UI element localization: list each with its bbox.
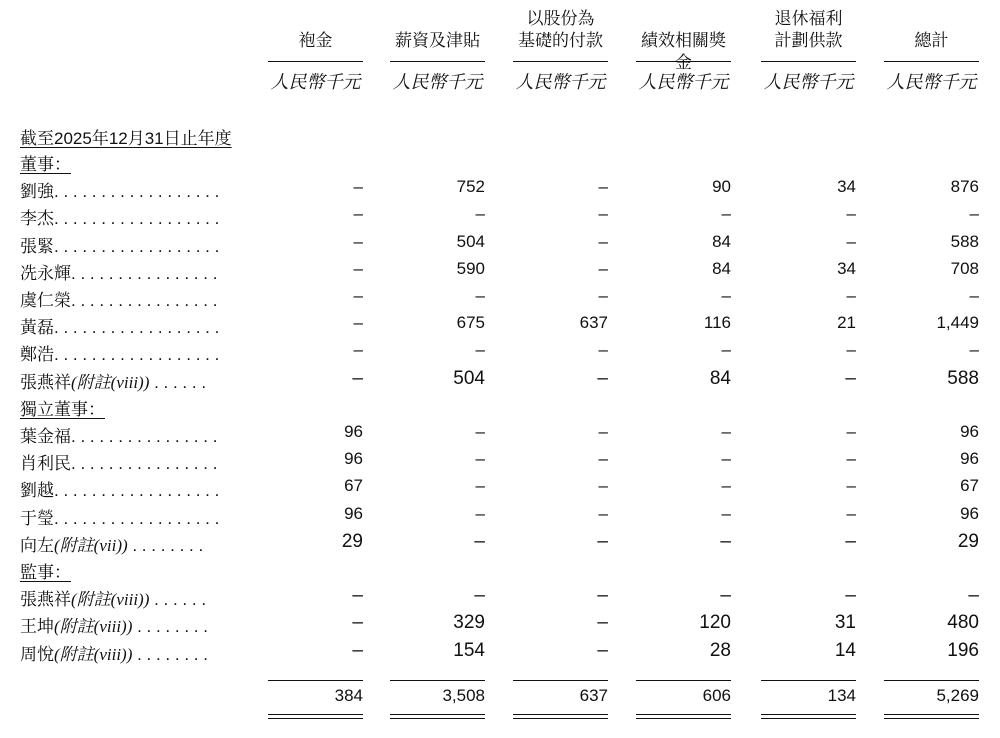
table-cell: 29	[957, 530, 979, 552]
table-cell: 329	[453, 612, 485, 634]
table-cell: 120	[699, 612, 731, 634]
table-cell: –	[353, 204, 363, 224]
row-label	[20, 449, 217, 474]
total-double-rule	[268, 714, 363, 719]
table-cell: –	[598, 476, 608, 496]
column-header-line1: 退休福利	[774, 9, 843, 28]
table-cell: –	[597, 367, 608, 389]
leader-dots: . . . . . . . . . . . . . . . .	[71, 291, 218, 310]
row-name: 張燕祥	[20, 590, 71, 610]
row-name: 于瑩	[20, 508, 54, 528]
leader-dots: . . . . . . . .	[132, 644, 208, 664]
column-unit: 人民幣千元	[515, 72, 606, 92]
table-cell: –	[721, 422, 731, 441]
table-cell: 21	[837, 313, 856, 333]
total-cell: 5,269	[936, 686, 979, 705]
row-name: 張燕祥	[20, 372, 71, 392]
total-rule	[390, 680, 485, 681]
total-rule	[268, 680, 363, 681]
table-cell: –	[353, 313, 363, 333]
row-name: 鄭浩	[20, 345, 54, 365]
column-header	[390, 8, 485, 52]
total-double-rule	[513, 714, 608, 719]
table-cell: 1,449	[936, 313, 979, 333]
total-row	[0, 686, 1000, 712]
column-header-underline	[268, 61, 363, 62]
table-cell: –	[474, 585, 485, 607]
column-header-underline	[390, 61, 485, 62]
table-cell: –	[721, 340, 731, 360]
table-cell: –	[352, 367, 363, 389]
row-name: 肖利民	[20, 454, 71, 474]
column-header-line2: 總計	[914, 31, 949, 50]
total-rule	[884, 680, 979, 681]
table-cell: 504	[456, 231, 485, 251]
table-cell: –	[475, 449, 485, 469]
table-cell: 588	[947, 367, 979, 389]
section-title: 獨立董事：	[20, 399, 105, 419]
table-cell: –	[721, 449, 731, 469]
table-cell: –	[721, 503, 731, 523]
table-cell: –	[720, 585, 731, 607]
total-double-rule	[884, 714, 979, 719]
table-cell: –	[969, 286, 979, 305]
table-cell: –	[598, 231, 608, 251]
leader-dots: . . . . . . . . . . . . . . . . . .	[54, 318, 220, 338]
table-row	[0, 286, 1000, 312]
row-name: 黃磊	[20, 318, 54, 338]
row-name: 葉金福	[20, 427, 71, 446]
table-cell: –	[352, 639, 363, 661]
table-row	[0, 313, 1000, 339]
row-name: 虞仁榮	[20, 291, 71, 310]
row-name: 周悅	[20, 644, 54, 664]
table-cell: 34	[837, 177, 856, 197]
column-unit: 人民幣千元	[392, 72, 483, 92]
table-cell: 28	[709, 639, 731, 661]
table-cell: 90	[712, 177, 731, 197]
table-cell: –	[475, 476, 485, 496]
table-row	[0, 177, 1000, 203]
total-cell: 3,508	[442, 686, 485, 705]
table-cell: 67	[960, 476, 979, 496]
table-cell: –	[598, 204, 608, 224]
table-cell: 480	[947, 612, 979, 634]
table-cell: 84	[709, 367, 731, 389]
leader-dots: . . . . . . . .	[127, 535, 204, 555]
table-cell: 588	[950, 231, 979, 251]
table-cell: –	[845, 367, 856, 389]
column-header	[513, 8, 608, 52]
table-cell: –	[598, 258, 608, 278]
column-header-line1	[636, 8, 731, 30]
row-label	[20, 612, 208, 637]
total-cell: 637	[579, 686, 608, 705]
table-cell: –	[721, 476, 731, 496]
table-cell: 708	[950, 258, 979, 278]
column-header-line2: 計劃供款	[774, 31, 843, 50]
table-cell: –	[353, 177, 363, 197]
table-cell: –	[353, 231, 363, 251]
row-name: 冼永輝	[20, 263, 71, 283]
table-cell: –	[598, 422, 608, 441]
row-label	[20, 368, 206, 393]
row-label	[20, 531, 203, 556]
column-header-line1	[390, 8, 485, 30]
table-cell: –	[721, 286, 731, 305]
leader-dots: . . . . . . . .	[132, 617, 208, 637]
table-cell: 752	[456, 177, 485, 197]
row-label	[20, 504, 219, 529]
row-note: (附註(viii))	[71, 372, 150, 392]
leader-dots: . . . . . . . . . . . . . . . . . .	[54, 209, 220, 229]
table-row	[0, 340, 1000, 366]
row-label	[20, 340, 219, 365]
table-row	[0, 531, 1000, 557]
table-row	[0, 204, 1000, 230]
table-row	[0, 612, 1000, 638]
table-cell: –	[721, 204, 731, 224]
table-cell: 504	[453, 367, 485, 389]
table-cell: –	[353, 340, 363, 360]
table-row	[0, 504, 1000, 530]
total-rule	[761, 680, 856, 681]
total-double-rule	[761, 714, 856, 719]
table-cell: –	[598, 177, 608, 197]
column-header-line2: 袍金	[298, 31, 333, 50]
table-cell: –	[475, 503, 485, 523]
column-header-line2: 薪資及津貼	[395, 31, 480, 50]
table-cell: 96	[960, 503, 979, 523]
table-cell: –	[353, 286, 363, 305]
table-row	[0, 259, 1000, 285]
column-header-underline	[884, 61, 979, 62]
row-label	[20, 204, 219, 229]
row-note: (附註(viii))	[54, 617, 133, 637]
row-label	[20, 177, 219, 202]
row-name: 李杰	[20, 209, 54, 229]
table-cell: 116	[703, 313, 731, 333]
table-cell: 675	[456, 313, 485, 333]
total-cell: 606	[702, 686, 731, 705]
table-cell: 590	[456, 258, 485, 278]
table-cell: –	[846, 231, 856, 251]
row-name: 張緊	[20, 236, 54, 256]
table-cell: –	[968, 585, 979, 607]
table-row	[0, 585, 1000, 611]
leader-dots: . . . . . . . . . . . . . . . . . .	[54, 182, 220, 202]
table-cell: –	[475, 340, 485, 360]
table-cell: 67	[344, 476, 363, 496]
table-row	[0, 422, 1000, 448]
table-cell: –	[352, 585, 363, 607]
leader-dots: . . . . . . . . . . . . . . . .	[71, 454, 218, 474]
total-double-rule	[390, 714, 485, 719]
leader-dots: . . . . . . . . . . . . . . . .	[71, 427, 218, 446]
column-header	[761, 8, 856, 52]
leader-dots: . . . . . .	[149, 372, 207, 392]
table-cell: –	[846, 476, 856, 496]
row-label	[20, 232, 219, 257]
row-name: 向左	[20, 535, 54, 555]
column-header-line1	[884, 8, 979, 30]
table-cell: 637	[579, 313, 608, 333]
row-note: (附註(viii))	[54, 644, 133, 664]
table-cell: –	[597, 530, 608, 552]
column-unit: 人民幣千元	[763, 72, 854, 92]
table-cell: 96	[344, 503, 363, 523]
table-cell: 876	[950, 177, 979, 197]
column-header-underline	[636, 61, 731, 62]
leader-dots: . . . . . . . . . . . . . . . . . .	[54, 236, 220, 256]
table-row	[0, 476, 1000, 502]
column-header-line1: 以股份為	[526, 9, 595, 28]
total-double-rule	[636, 714, 731, 719]
table-cell: –	[846, 286, 856, 305]
row-label	[20, 476, 219, 501]
leader-dots: . . . . . . . . . . . . . . . . . .	[54, 481, 220, 501]
table-cell: –	[475, 286, 485, 305]
table-cell: 29	[341, 530, 363, 552]
row-label	[20, 313, 219, 338]
table-cell: –	[969, 204, 979, 224]
leader-dots: . . . . . . . . . . . . . . . . . .	[54, 508, 220, 528]
column-unit: 人民幣千元	[270, 72, 361, 92]
table-row	[0, 232, 1000, 258]
column-header-line2: 基礎的付款	[518, 31, 603, 50]
table-cell: –	[598, 340, 608, 360]
column-unit: 人民幣千元	[638, 72, 729, 92]
table-cell: –	[352, 612, 363, 634]
table-cell: 96	[344, 449, 363, 469]
table-cell: –	[475, 422, 485, 441]
table-cell: –	[597, 585, 608, 607]
table-cell: –	[846, 204, 856, 224]
row-label	[20, 259, 217, 284]
row-note: (附註(vii))	[54, 535, 128, 555]
column-header	[268, 8, 363, 52]
column-header	[884, 8, 979, 52]
total-rule	[513, 680, 608, 681]
leader-dots: . . . . . . . . . . . . . . . .	[71, 263, 218, 283]
table-cell: –	[969, 340, 979, 360]
section-title: 監事：	[20, 563, 71, 582]
row-label	[20, 585, 206, 610]
total-cell: 384	[334, 686, 363, 705]
table-cell: –	[845, 530, 856, 552]
table-cell: –	[846, 422, 856, 441]
row-label	[20, 422, 217, 447]
table-cell: 34	[837, 258, 856, 278]
column-header-line2: 績效相關獎金	[641, 31, 726, 72]
table-cell: –	[474, 530, 485, 552]
table-row	[0, 640, 1000, 666]
row-name: 劉強	[20, 182, 54, 202]
row-note: (附註(viii))	[71, 590, 150, 610]
table-cell: 96	[344, 422, 363, 441]
row-name: 劉越	[20, 481, 54, 501]
table-cell: –	[597, 612, 608, 634]
table-cell: –	[598, 503, 608, 523]
table-cell: 196	[947, 639, 979, 661]
leader-dots: . . . . . . . . . . . . . . . . . .	[54, 345, 220, 365]
table-cell: –	[353, 258, 363, 278]
section-title: 董事：	[20, 155, 71, 174]
table-cell: –	[846, 449, 856, 469]
table-cell: –	[475, 204, 485, 224]
table-cell: –	[597, 639, 608, 661]
column-header	[636, 8, 731, 74]
table-cell: 96	[960, 422, 979, 441]
table-cell: –	[846, 503, 856, 523]
leader-dots: . . . . . .	[149, 590, 207, 610]
total-rule	[636, 680, 731, 681]
table-cell: –	[720, 530, 731, 552]
row-label	[20, 286, 217, 311]
table-cell: –	[598, 286, 608, 305]
column-header-underline	[761, 61, 856, 62]
column-header-line1	[268, 8, 363, 30]
column-header-underline	[513, 61, 608, 62]
total-cell: 134	[827, 686, 856, 705]
table-row	[0, 368, 1000, 394]
table-cell: –	[845, 585, 856, 607]
table-cell: –	[598, 449, 608, 469]
row-label	[20, 640, 208, 665]
row-name: 王坤	[20, 617, 54, 637]
period-title: 截至2025年12月31日止年度	[20, 129, 232, 148]
table-cell: 84	[712, 231, 731, 251]
table-cell: –	[846, 340, 856, 360]
table-cell: 14	[834, 639, 856, 661]
table-row	[0, 449, 1000, 475]
column-unit: 人民幣千元	[886, 72, 977, 92]
table-cell: 31	[834, 612, 856, 634]
table-cell: 96	[960, 449, 979, 469]
table-cell: 84	[712, 258, 731, 278]
table-cell: 154	[453, 639, 485, 661]
